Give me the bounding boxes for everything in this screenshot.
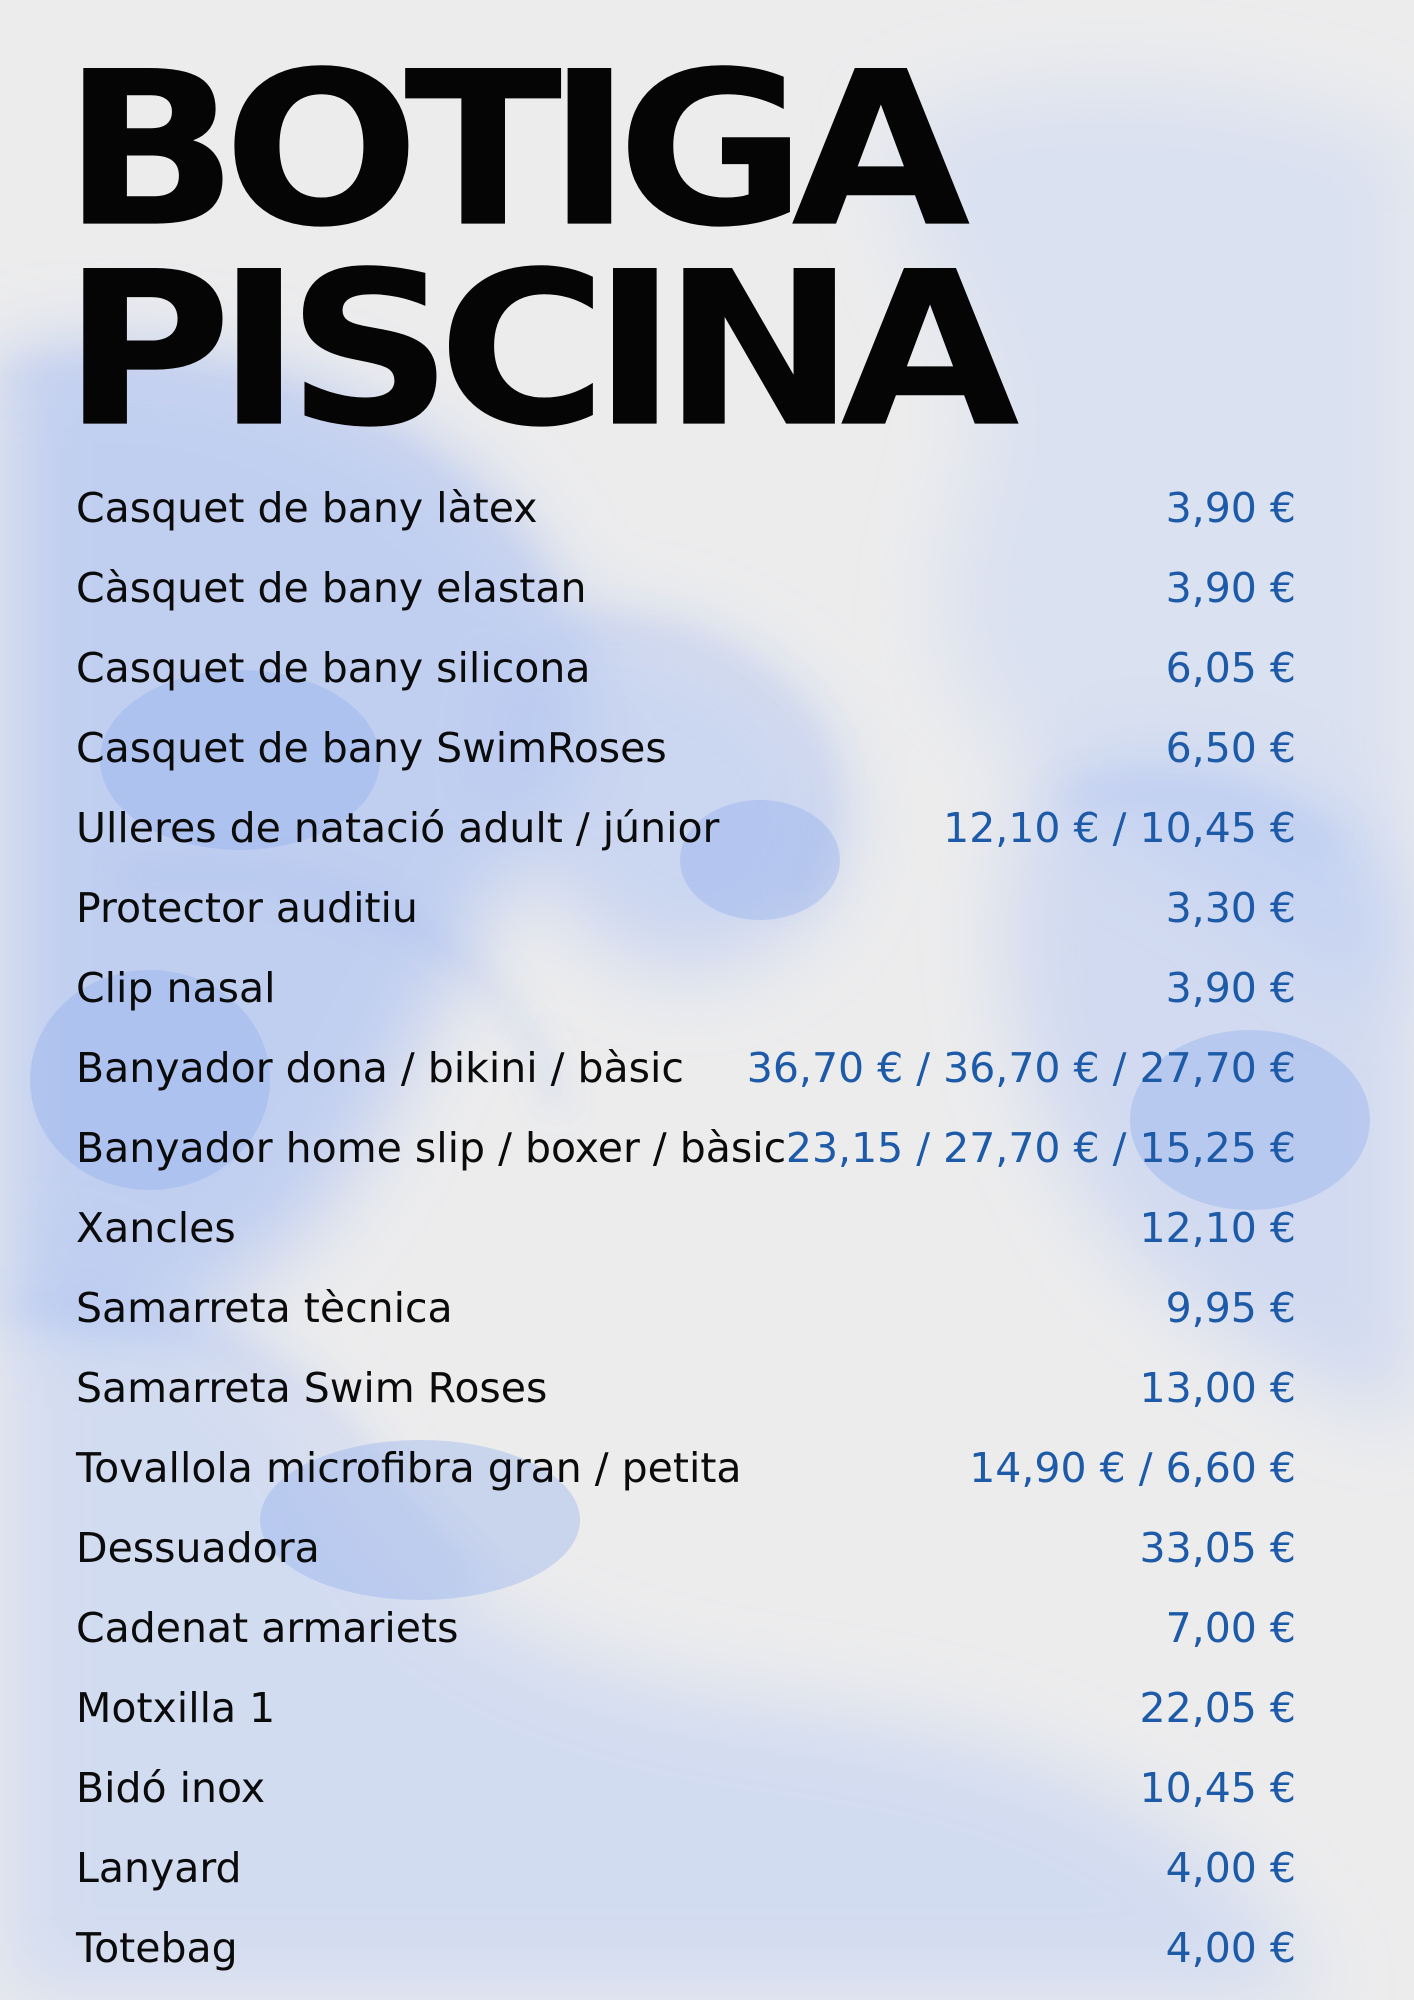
item-name: Protector auditiu xyxy=(76,884,418,932)
item-price: 4,00 € xyxy=(1165,1844,1296,1892)
item-name: Ulleres de natació adult / júnior xyxy=(76,804,720,852)
item-price: 3,90 € xyxy=(1165,484,1296,532)
item-name: Samarreta Swim Roses xyxy=(76,1364,548,1412)
list-item xyxy=(76,1028,1296,1108)
item-name: Dessuadora xyxy=(76,1524,320,1572)
item-price: 33,05 € xyxy=(1139,1524,1296,1572)
item-price: 23,15 / 27,70 € / 15,25 € xyxy=(785,1124,1296,1172)
item-name: Lanyard xyxy=(76,1844,242,1892)
list-item xyxy=(76,1668,1296,1748)
list-item xyxy=(76,1188,1296,1268)
item-name: Clip nasal xyxy=(76,964,276,1012)
item-price: 22,05 € xyxy=(1139,1684,1296,1732)
list-item xyxy=(76,1828,1296,1908)
item-price: 3,30 € xyxy=(1165,884,1296,932)
item-name: Xancles xyxy=(76,1204,236,1252)
item-name: Banyador dona / bikini / bàsic xyxy=(76,1044,684,1092)
item-name: Motxilla 1 xyxy=(76,1684,276,1732)
title-line-1: BOTIGA xyxy=(62,25,955,275)
list-item xyxy=(76,948,1296,1028)
item-name: Càsquet de bany elastan xyxy=(76,564,587,612)
item-price: 4,00 € xyxy=(1165,1924,1296,1972)
item-name: Banyador home slip / boxer / bàsic xyxy=(76,1124,787,1172)
page-title xyxy=(62,25,1004,475)
list-item xyxy=(76,708,1296,788)
item-name: Samarreta tècnica xyxy=(76,1284,453,1332)
item-price: 3,90 € xyxy=(1165,964,1296,1012)
item-name: Cadenat armariets xyxy=(76,1604,459,1652)
item-price: 12,10 € / 10,45 € xyxy=(943,804,1296,852)
list-item xyxy=(76,1348,1296,1428)
list-item xyxy=(76,1588,1296,1668)
item-price: 14,90 € / 6,60 € xyxy=(969,1444,1296,1492)
list-item xyxy=(76,628,1296,708)
item-price: 9,95 € xyxy=(1165,1284,1296,1332)
list-item xyxy=(76,1108,1296,1188)
item-name: Casquet de bany SwimRoses xyxy=(76,724,667,772)
list-item xyxy=(76,548,1296,628)
item-price: 12,10 € xyxy=(1139,1204,1296,1252)
item-price: 36,70 € / 36,70 € / 27,70 € xyxy=(746,1044,1296,1092)
item-name: Casquet de bany làtex xyxy=(76,484,538,532)
list-item xyxy=(76,1268,1296,1348)
item-price: 10,45 € xyxy=(1139,1764,1296,1812)
list-item xyxy=(76,788,1296,868)
item-name: Bidó inox xyxy=(76,1764,266,1812)
item-name: Tovallola microfibra gran / petita xyxy=(76,1444,742,1492)
item-name: Casquet de bany silicona xyxy=(76,644,591,692)
list-item xyxy=(76,1748,1296,1828)
list-item xyxy=(76,868,1296,948)
item-price: 13,00 € xyxy=(1139,1364,1296,1412)
item-price: 3,90 € xyxy=(1165,564,1296,612)
list-item xyxy=(76,1428,1296,1508)
price-list xyxy=(76,468,1296,1988)
list-item xyxy=(76,1508,1296,1588)
item-price: 6,05 € xyxy=(1165,644,1296,692)
item-name: Totebag xyxy=(76,1924,238,1972)
list-item xyxy=(76,468,1296,548)
title-line-2: PISCINA xyxy=(62,225,1004,475)
item-price: 6,50 € xyxy=(1165,724,1296,772)
item-price: 7,00 € xyxy=(1165,1604,1296,1652)
list-item xyxy=(76,1908,1296,1988)
